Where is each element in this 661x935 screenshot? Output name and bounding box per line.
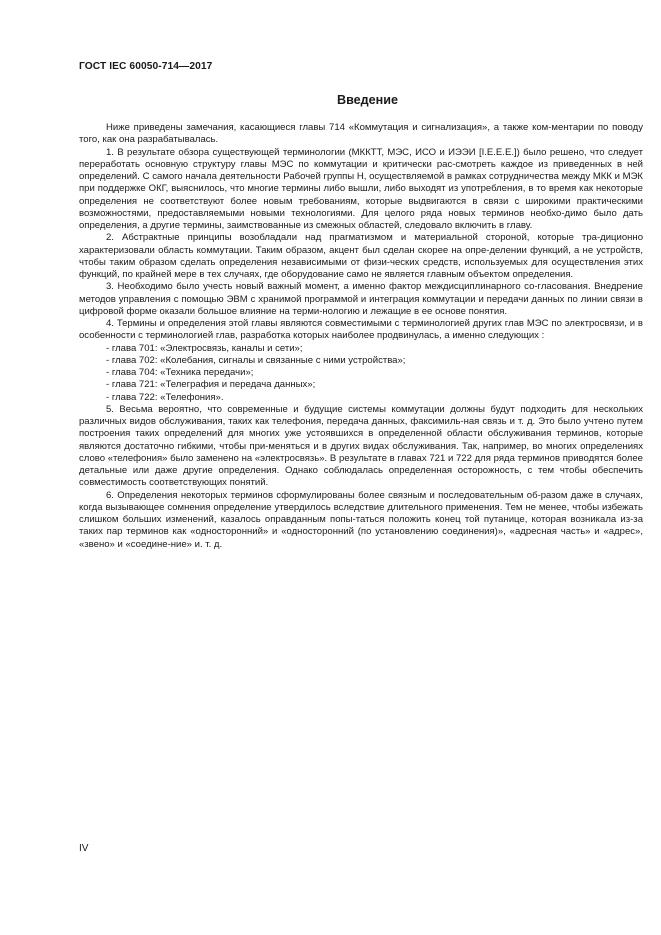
list-item-chapter-704: - глава 704: «Техника передачи»; [106, 367, 254, 378]
page-number: IV [79, 843, 89, 854]
section-title-text: Введение [336, 93, 399, 107]
paragraph-6: 6. Определения некоторых терминов сформулированы более связным и последовательным об-разом даже в случаях, когда вызывающее сомнения определение утвердилось вследствие длительного применения. Тем не менее, чтобы избежать слишком больших изменений, казалось оправданным попы-таться положить конец той путанице, которая возникала из-за таких пар терминов как «односторонний» и «односторонний (по установлению соединения)», «адресная часть» и «адрес», «звено» и «соедине-ние» и. т. д. [79, 489, 643, 550]
list-item-chapter-702: - глава 702: «Колебания, сигналы и связанные с ними устройства»; [106, 354, 406, 366]
paragraph-2: 2. Абстрактные принципы возобладали над прагматизмом и материальной стороной, которые тра-диционно характеризовали область коммутации. Таким образом, акцент был сделан скорее на опре-делении функций, а не устройств, чтобы таким образом сделать определения независимыми от физи-ческих средств, используемых для осуществления этих функций, по крайней мере в тех случаях, где оборудование само не является главным объектом определения. [79, 232, 643, 280]
paragraph-5: 5. Весьма вероятно, что современные и будущие системы коммутации должны будут подходить для нескольких различных видов обслуживания, таких как телефония, передача данных, факсимиль-ная связь и т. д. Это было учтено путем построения таких определений для многих уже устоявшихся в определенной области обслуживания терминов, которые являются достаточно гибкими, чтобы при-меняться и в других видах обслуживания. Так, например, во многих определениях слово «телефония» было заменено на «электросвязь». В результате в главах 721 и 722 для ряда терминов приводятся более детальные или даже другие определения. Однако соблюдалась определенная осторожность, с тем чтобы обеспечить совместимость соответствующих понятий. [79, 403, 643, 489]
paragraph-4: 4. Термины и определения этой главы являются совместимыми с терминологией других глав МЭС по электросвязи, и в особенности с терминологией глав, разработка которых наиболее продвинулась, а именно следующих : [79, 318, 643, 342]
section-title [0, 93, 661, 107]
list-item-chapter-722: - глава 722: «Телефония». [106, 391, 224, 403]
paragraph-3: 3. Необходимо было учесть новый важный момент, а именно фактор междисциплинарного со-гласования. Внедрение методов управления с помощью ЭВМ с хранимой программой и интеграция коммутации и передачи данных по линии связи в цифровой форме оказали большое влияние на терми-нологию и лежащие в ее основе понятия. [79, 281, 643, 317]
document-header: ГОСТ IEC 60050-714—2017 [79, 61, 213, 72]
list-item-chapter-701: - глава 701: «Электросвязь, каналы и сети»; [106, 342, 303, 354]
paragraph-intro: Ниже приведены замечания, касающиеся главы 714 «Коммутация и сигнализация», а также ком-ментарии по поводу того, как она разрабатывалась. [79, 122, 643, 146]
paragraph-1: 1. В результате обзора существующей терминологии (МККТТ, МЭС, ИСО и ИЭЭИ [I.E.E.E.]) было решено, что следует переработать основную структуру главы МЭС по коммутации и критически рас-смотреть каждое из приведенных в ней определений. С самого начала деятельности Рабочей группы Н, осуществляемой в рамках сотрудничества между МКК и МЭК при поддержке ОКГ, выяснилось, что многие термины либо вышли, либо выходят из употребления, в то время как некоторые определения не соответствуют более новым требованиям, которые выдвигаются в связи с широкими практическими возможностями, предоставляемыми новыми технологиями. Для целого ряда новых терминов необхо-димо было дать определения, а другие термины, заимствованные из смежных областей, следовало включить в главу. [79, 146, 643, 231]
body-text [79, 122, 643, 551]
list-item-chapter-721: - глава 721: «Телеграфия и передача данных»; [106, 379, 316, 391]
